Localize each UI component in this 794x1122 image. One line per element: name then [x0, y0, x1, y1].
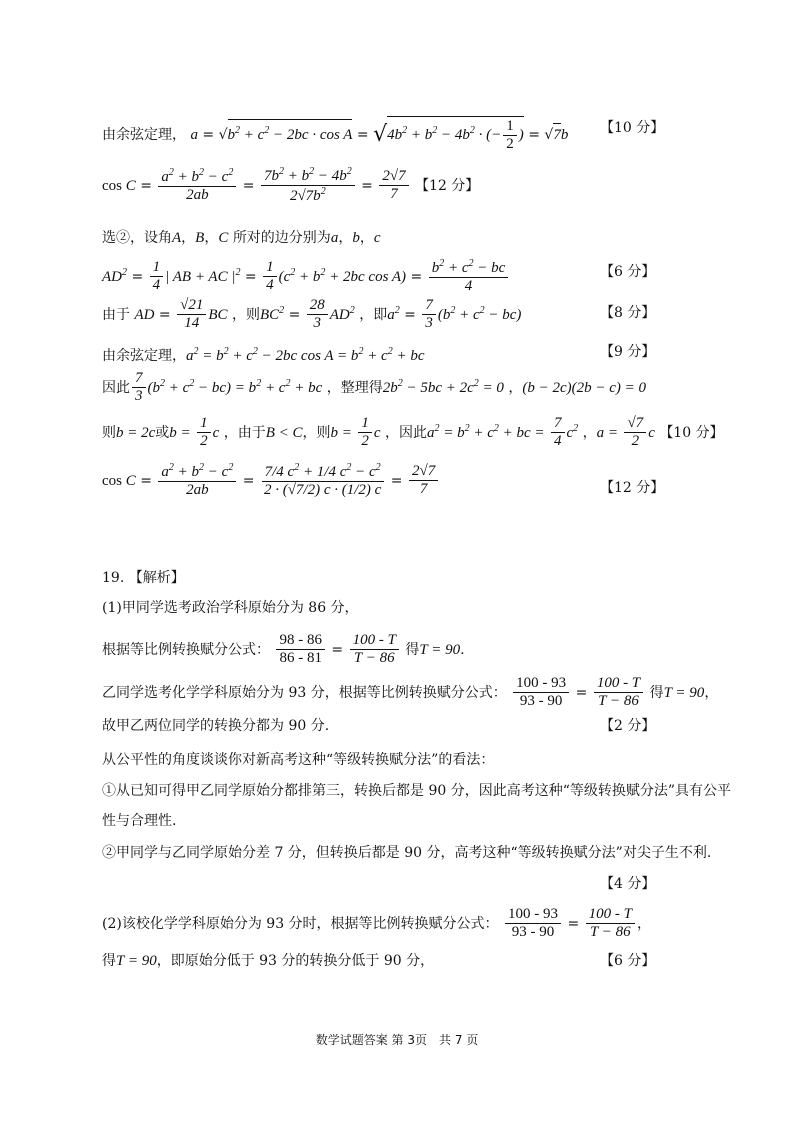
conversion-formula-3: (2)该校化学学科原始分为 93 分时，根据等比例转换赋分公式： $\frac{100 - 93}{93 - 90}$ = $\frac{100 - T}{T - 86}$ ， — [102, 906, 651, 941]
para-10: 得T = 90，即原始分低于 93 分的转换分低于 90 分， — [102, 953, 435, 969]
score-9: 【9 分】 — [600, 344, 656, 360]
score-8: 【8 分】 — [600, 305, 656, 321]
score-2: 【2 分】 — [600, 718, 656, 734]
cos-c-formula-2: cos C = $\frac{a^2 + b^2 - c^2}{2ab}$ = $\frac{7/4 c^2 + 1/4 c^2 - c^2}{2 \cdot (√7/2) c \cdot (1/2) c}$ = $\frac{2√7}{7}$ — [102, 462, 440, 500]
para-7: 性与合理性. — [102, 813, 177, 829]
score-10a: 【10 分】 — [600, 120, 665, 136]
ad-bc-relation: 由于 AD = $\frac{√21}{14}$ BC ，则$BC^2$ = $\frac{28}{3}$ $AD^2$ ，即$a^2$ = $\frac{7}{3}$ $(b^2 + c^2 - bc)$ — [102, 297, 522, 332]
conversion-formula-1: 根据等比例转换赋分公式： $\frac{98 - 86}{86 - 81}$ = $\frac{100 - T}{T - 86}$ 得T = 90. — [102, 632, 465, 667]
para-1: (1)甲同学选考政治学科原始分为 86 分， — [102, 600, 359, 616]
equation-simplify: 因此 $\frac{7}{3}$ $(b^2 + c^2 - bc) = b^2 + c^2$ + bc ，整理得$2b^2 - 5bc + 2c^2 = 0$ ，(b − 2c)(2b − c) = 0 — [102, 370, 647, 405]
score-6a: 【6 分】 — [600, 264, 656, 280]
cosine-law-line-1: 由余弦定理， $a = √b^2 + c^2 - 2bc \cdot \cos A = √4b^2 + b^2 - 4b^2$ · (− $\frac{1}{2}$ ) = √7b — [102, 118, 569, 153]
para-6: ①从已知可得甲乙同学原始分都排第三，转换后都是 90 分，因此高考这种“等级转换赋分法”具有公平 — [102, 783, 732, 799]
para-8: ②甲同学与乙同学原始分差 7 分，但转换后都是 90 分，高考这种“等级转换赋分法”对尖子生不利. — [102, 845, 712, 861]
score-4: 【4 分】 — [600, 876, 656, 892]
score-12b: 【12 分】 — [600, 480, 665, 496]
cos-c-formula-1: cos C = $\frac{a^2 + b^2 - c^2}{2ab}$ = $\frac{7b^2 + b^2 - 4b^2}{2√7b^2}$ = $\frac{2√7}{7}$ 【12 分】 — [102, 166, 480, 205]
option-2-intro: 选②，设角A，B，C 所对的边分别为a，b，c — [102, 230, 381, 246]
conversion-formula-2: 乙同学选考化学学科原始分为 93 分，根据等比例转换赋分公式： $\frac{100 - 93}{93 - 90}$ = $\frac{100 - T}{T - 86}$ 得T = 90， — [102, 675, 719, 710]
score-12a: 【12 分】 — [415, 177, 480, 194]
para-5: 从公平性的角度谈谈你对新高考这种“等级转换赋分法”的看法： — [102, 752, 495, 768]
score-10b: 【10 分】 — [659, 424, 724, 441]
page-footer: 数学试题答案 第 3页 共 7 页 — [315, 1033, 479, 1047]
para-4: 故甲乙两位同学的转换分都为 90 分. — [102, 718, 330, 734]
question-19-heading: 19. 【解析】 — [102, 570, 185, 586]
cosine-law-line-2: 由余弦定理，$a^2 = b^2 + c^2 - 2bc$ $\cos A = b^2 + c^2$ + bc — [102, 346, 425, 364]
ad-squared-formula: $AD^2$ = $\frac{1}{4}$ | AB + AC $|^2$ = $\frac{1}{4}$ ($c^2 + b^2 + 2bc$ cos A) = $\frac{b^2 + c^2 - bc}{4}$ — [102, 258, 510, 296]
b-c-relation: 则b = 2c或b = $\frac{1}{2}$ c ，由于B < C，则b = $\frac{1}{2}$ c ，因此$a^2 = b^2 + c^2$ + bc = $\frac{7}{4}$ $c^2$ ，a = $\frac{√7}{2}$ c 【10 分】 — [102, 415, 724, 450]
score-6b: 【6 分】 — [600, 953, 656, 969]
